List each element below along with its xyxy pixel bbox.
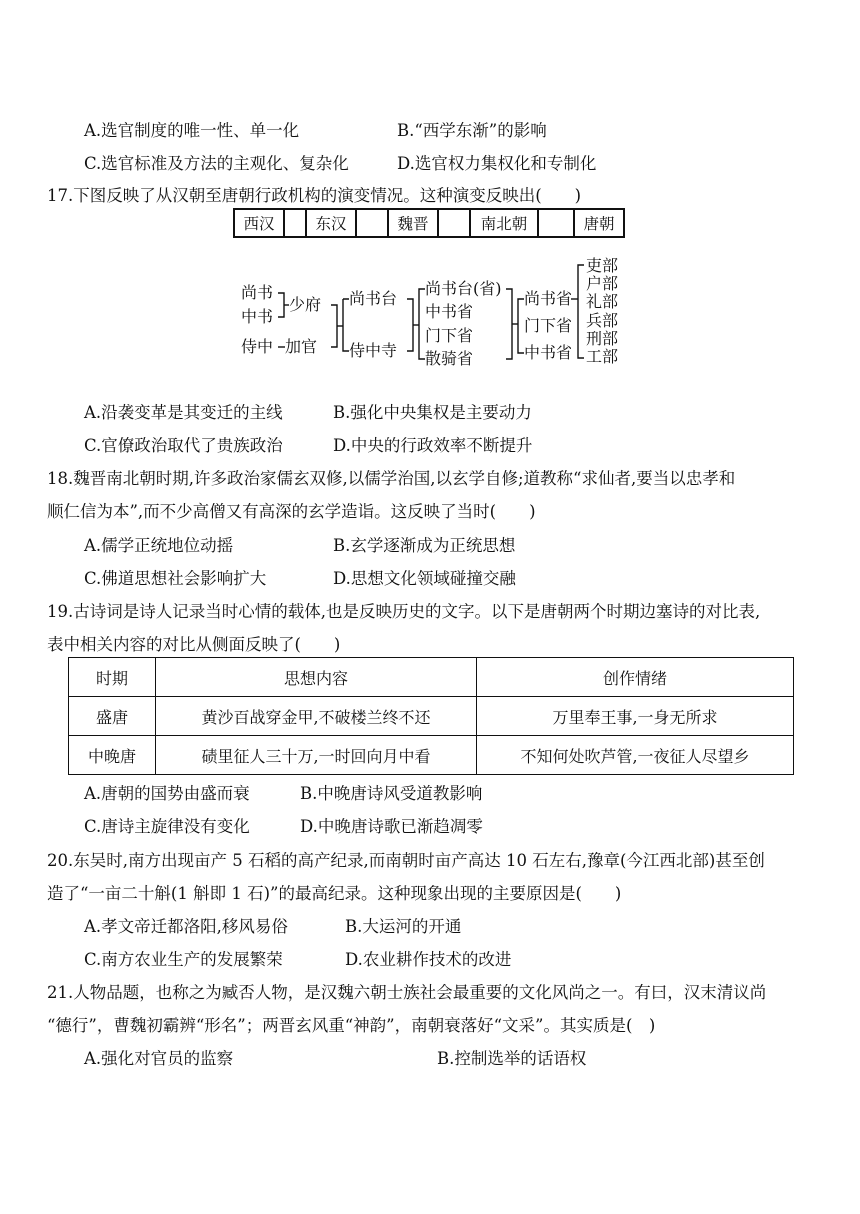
q20-option-a: A.孝文帝迁都洛阳,移风易俗 xyxy=(84,917,288,936)
node-gongbu: 工部 xyxy=(586,347,619,366)
q17-option-b: B.强化中央集权是主要动力 xyxy=(333,403,532,422)
q18-stem-line2: 顺仁信为本”,而不少高僧又有高深的玄学造诣。这反映了当时( ) xyxy=(47,502,536,521)
era-cell: 唐朝 xyxy=(574,209,624,237)
q17-stem: 17.下图反映了从汉朝至唐朝行政机构的演变情况。这种演变反映出( ) xyxy=(47,186,582,205)
era-cell: 东汉 xyxy=(306,209,356,237)
era-cell: 西汉 xyxy=(234,209,284,237)
q17-option-c: C.官僚政治取代了贵族政治 xyxy=(84,436,283,455)
node-zhongshu: 中书 xyxy=(241,307,274,326)
q19-stem-line2: 表中相关内容的对比从侧面反映了( ) xyxy=(47,635,341,654)
node-menxiasheng: 门下省 xyxy=(425,326,474,345)
q17-option-d: D.中央的行政效率不断提升 xyxy=(333,436,533,455)
node-shangshutai-sheng: 尚书台(省) xyxy=(425,279,502,298)
q16-option-a: A.选官制度的唯一性、单一化 xyxy=(84,121,300,140)
node-jiaguan: 加官 xyxy=(285,337,318,356)
node-shangshutai: 尚书台 xyxy=(349,289,398,308)
table-cell: 不知何处吹芦管,一夜征人尽望乡 xyxy=(477,736,794,775)
node-libu-personnel: 吏部 xyxy=(586,256,619,275)
node-zhongshusheng: 中书省 xyxy=(425,302,474,321)
table-row xyxy=(69,697,794,736)
node-shaofu: 少府 xyxy=(289,295,322,314)
table-cell: 中晚唐 xyxy=(69,736,156,775)
q16-option-c: C.选官标准及方法的主观化、复杂化 xyxy=(84,154,349,173)
era-gap-cell xyxy=(356,209,388,237)
node-sanqisheng: 散骑省 xyxy=(425,349,474,368)
node-bingbu: 兵部 xyxy=(586,311,619,330)
q19-option-c: C.唐诗主旋律没有变化 xyxy=(84,817,250,836)
q18-stem-line1: 18.魏晋南北朝时期,许多政治家儒玄双修,以儒学治国,以玄学自修;道教称“求仙者,要当以忠孝和 xyxy=(47,469,736,488)
q16-option-d: D.选官权力集权化和专制化 xyxy=(397,154,597,173)
table-header-row xyxy=(69,658,794,697)
q18-option-c: C.佛道思想社会影响扩大 xyxy=(84,569,267,588)
table-header: 思想内容 xyxy=(156,658,477,697)
era-cell: 南北朝 xyxy=(470,209,538,237)
era-gap-cell xyxy=(538,209,574,237)
q19-option-b: B.中晚唐诗风受道教影响 xyxy=(300,784,483,803)
q21-stem-line1: 21.人物品题，也称之为臧否人物，是汉魏六朝士族社会最重要的文化风尚之一。有曰，汉末清议尚 xyxy=(47,983,767,1002)
node-tang-zhongshusheng: 中书省 xyxy=(524,343,573,362)
q18-option-a: A.儒学正统地位动摇 xyxy=(84,536,234,555)
q18-option-d: D.思想文化领域碰撞交融 xyxy=(333,569,516,588)
q16-option-b: B.“西学东渐”的影响 xyxy=(397,121,547,140)
era-cell: 魏晋 xyxy=(388,209,438,237)
poem-comparison-table xyxy=(68,657,794,775)
q20-stem-line1: 20.东吴时,南方出现亩产 5 石稻的高产纪录,而南朝时亩产高达 10 石左右,豫章(今江西北部)甚至创 xyxy=(47,851,765,870)
q20-option-c: C.南方农业生产的发展繁荣 xyxy=(84,950,283,969)
table-cell: 碛里征人三十万,一时回向月中看 xyxy=(156,736,477,775)
table-cell: 万里奉王事,一身无所求 xyxy=(477,697,794,736)
table-cell: 黄沙百战穿金甲,不破楼兰终不还 xyxy=(156,697,477,736)
q20-option-d: D.农业耕作技术的改进 xyxy=(345,950,512,969)
q19-option-d: D.中晚唐诗歌已渐趋凋零 xyxy=(300,817,483,836)
q21-stem-line2: “德行”，曹魏初霸辨“形名”；两晋玄风重“神韵”，南朝衰落好“文采”。其实质是( ) xyxy=(47,1016,656,1035)
node-shizhong: 侍中 xyxy=(241,337,274,356)
table-row xyxy=(69,736,794,775)
table-header: 时期 xyxy=(69,658,156,697)
node-hubu: 户部 xyxy=(586,274,619,293)
era-gap-cell xyxy=(284,209,306,237)
node-shangshu: 尚书 xyxy=(241,283,274,302)
q21-option-a: A.强化对官员的监察 xyxy=(84,1049,234,1068)
q21-option-b: B.控制选举的话语权 xyxy=(437,1049,587,1068)
admin-evolution-diagram xyxy=(235,255,645,367)
node-tang-shangshusheng: 尚书省 xyxy=(524,289,573,308)
q17-option-a: A.沿袭变革是其变迁的主线 xyxy=(84,403,283,422)
node-tang-menxiasheng: 门下省 xyxy=(524,316,573,335)
node-shizhongsi: 侍中寺 xyxy=(349,341,398,360)
table-header: 创作情绪 xyxy=(477,658,794,697)
q20-stem-line2: 造了“一亩二十斛(1 斛即 1 石)”的最高纪录。这种现象出现的主要原因是( ) xyxy=(47,884,622,903)
table-cell: 盛唐 xyxy=(69,697,156,736)
q20-option-b: B.大运河的开通 xyxy=(345,917,462,936)
node-libu-rites: 礼部 xyxy=(586,292,619,311)
era-gap-cell xyxy=(438,209,470,237)
q19-stem-line1: 19.古诗词是诗人记录当时心情的载体,也是反映历史的文字。以下是唐朝两个时期边塞诗的对比表, xyxy=(47,602,761,621)
node-xingbu: 刑部 xyxy=(586,329,619,348)
era-timeline-table xyxy=(233,208,625,238)
q19-option-a: A.唐朝的国势由盛而衰 xyxy=(84,784,250,803)
q18-option-b: B.玄学逐渐成为正统思想 xyxy=(333,536,516,555)
